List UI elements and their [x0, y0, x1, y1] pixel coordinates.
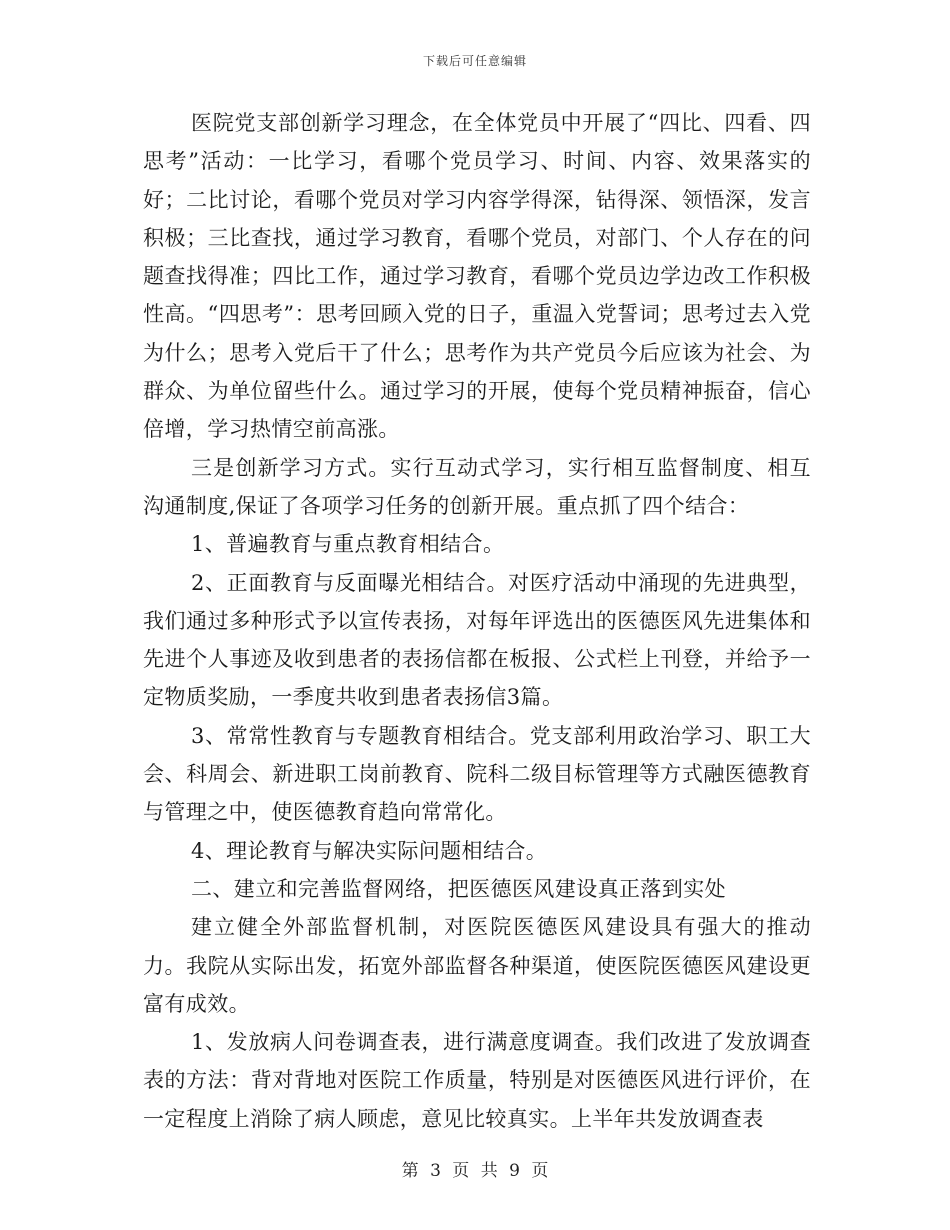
paragraph-external-supervision: 建立健全外部监督机制，对医院医德医风建设具有强大的推动力。我院从实际出发，拓宽外部监督各种渠道，使医院医德医风建设更富有成效。	[143, 915, 811, 1016]
paragraph-four-comparisons: 医院党支部创新学习理念，在全体党员中开展了“四比、四看、四思考”活动：一比学习，看哪个党员学习、时间、内容、效果落实的好；二比讨论，看哪个党员对学习内容学得深，钻得深、领悟深，发言积极；三比查找，通过学习教育，看哪个党员，对部门、个人存在的问题查找得准；四比工作，通过学习教育，看哪个党员边学边改工作积极性高。“四思考”：思考回顾入党的日子，重温入党誓词；思考过去入党为什么；思考入党后干了什么；思考作为共产党员今后应该为社会、为群众、为单位留些什么。通过学习的开展，使每个党员精神振奋，信心倍增，学习热情空前高涨。	[143, 111, 811, 442]
paragraph-learning-methods: 三是创新学习方式。实行互动式学习，实行相互监督制度、相互沟通制度,保证了各项学习任务的创新开展。重点抓了四个结合：	[143, 455, 811, 518]
paragraph-questionnaire: 1、发放病人问卷调查表，进行满意度调查。我们改进了发放调查表的方法：背对背地对医院工作质量，特别是对医德医风进行评价，在一定程度上消除了病人顾虑，意见比较真实。上半年共发放调查表	[143, 1030, 811, 1131]
paragraph-item-3: 3、常常性教育与专题教育相结合。党支部利用政治学习、职工大会、科周会、新进职工岗前教育、院科二级目标管理等方式融医德教育与管理之中，使医德教育趋向常常化。	[143, 723, 811, 825]
paragraph-item-1: 1、普遍教育与重点教育相结合。	[191, 532, 505, 557]
page-header: 下载后可任意编辑	[422, 54, 527, 68]
page-number: 第 3 页 共 9 页	[401, 1161, 549, 1181]
document-body	[143, 104, 811, 1138]
paragraph-item-2: 2、正面教育与反面曝光相结合。对医疗活动中涌现的先进典型，我们通过多种形式予以宣传表扬，对每年评选出的医德医风先进集体和先进个人事迹及收到患者的表扬信都在板报、公式栏上刊登，并给予一定物质奖励，一季度共收到患者表扬信3篇。	[143, 570, 811, 710]
section-heading-supervision: 二、建立和完善监督网络，把医德医风建设真正落到实处	[191, 876, 726, 901]
paragraph-item-4: 4、理论教育与解决实际问题相结合。	[191, 838, 548, 863]
